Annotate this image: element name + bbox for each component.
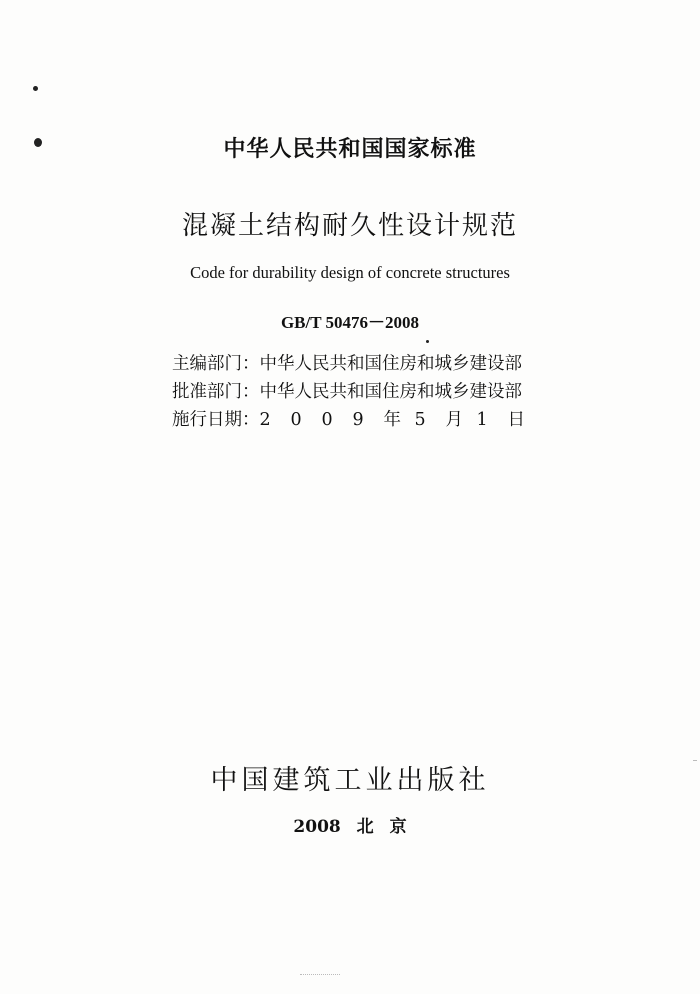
approver-label: 批准部门： <box>172 382 260 402</box>
english-title: Code for durability design of concrete structures <box>190 263 510 282</box>
approver-value: 中华人民共和国住房和城乡建设部 <box>259 382 522 402</box>
standard-code: GB/T 50476－2008 <box>280 313 420 332</box>
date-char: 1 <box>476 410 488 430</box>
date-char: 月 <box>445 410 463 430</box>
date-char: 2 <box>259 410 271 430</box>
publication-place: 2008 北 京 <box>293 817 407 837</box>
approver-row <box>172 378 532 406</box>
date-char: 5 <box>414 410 426 430</box>
date-char: 9 <box>352 410 364 430</box>
editor-row <box>172 350 532 378</box>
date-char: 0 <box>290 410 302 430</box>
effective-date-row <box>172 406 532 434</box>
main-title: 混凝土结构耐久性设计规范 <box>181 211 518 241</box>
date-char: 0 <box>321 410 333 430</box>
effective-date-value <box>260 406 539 434</box>
scan-speck <box>33 86 38 91</box>
date-char: 年 <box>383 410 401 430</box>
meta-block <box>172 350 532 434</box>
effective-date-label: 施行日期： <box>172 410 260 430</box>
scan-speck <box>426 340 429 343</box>
series-title: 中华人民共和国国家标准 <box>223 137 477 162</box>
editor-value: 中华人民共和国住房和城乡建设部 <box>259 354 522 374</box>
date-char: 日 <box>507 410 525 430</box>
footer-divider <box>300 974 340 975</box>
publisher: 中国建筑工业出版社 <box>210 765 490 796</box>
editor-label: 主编部门： <box>172 354 260 374</box>
